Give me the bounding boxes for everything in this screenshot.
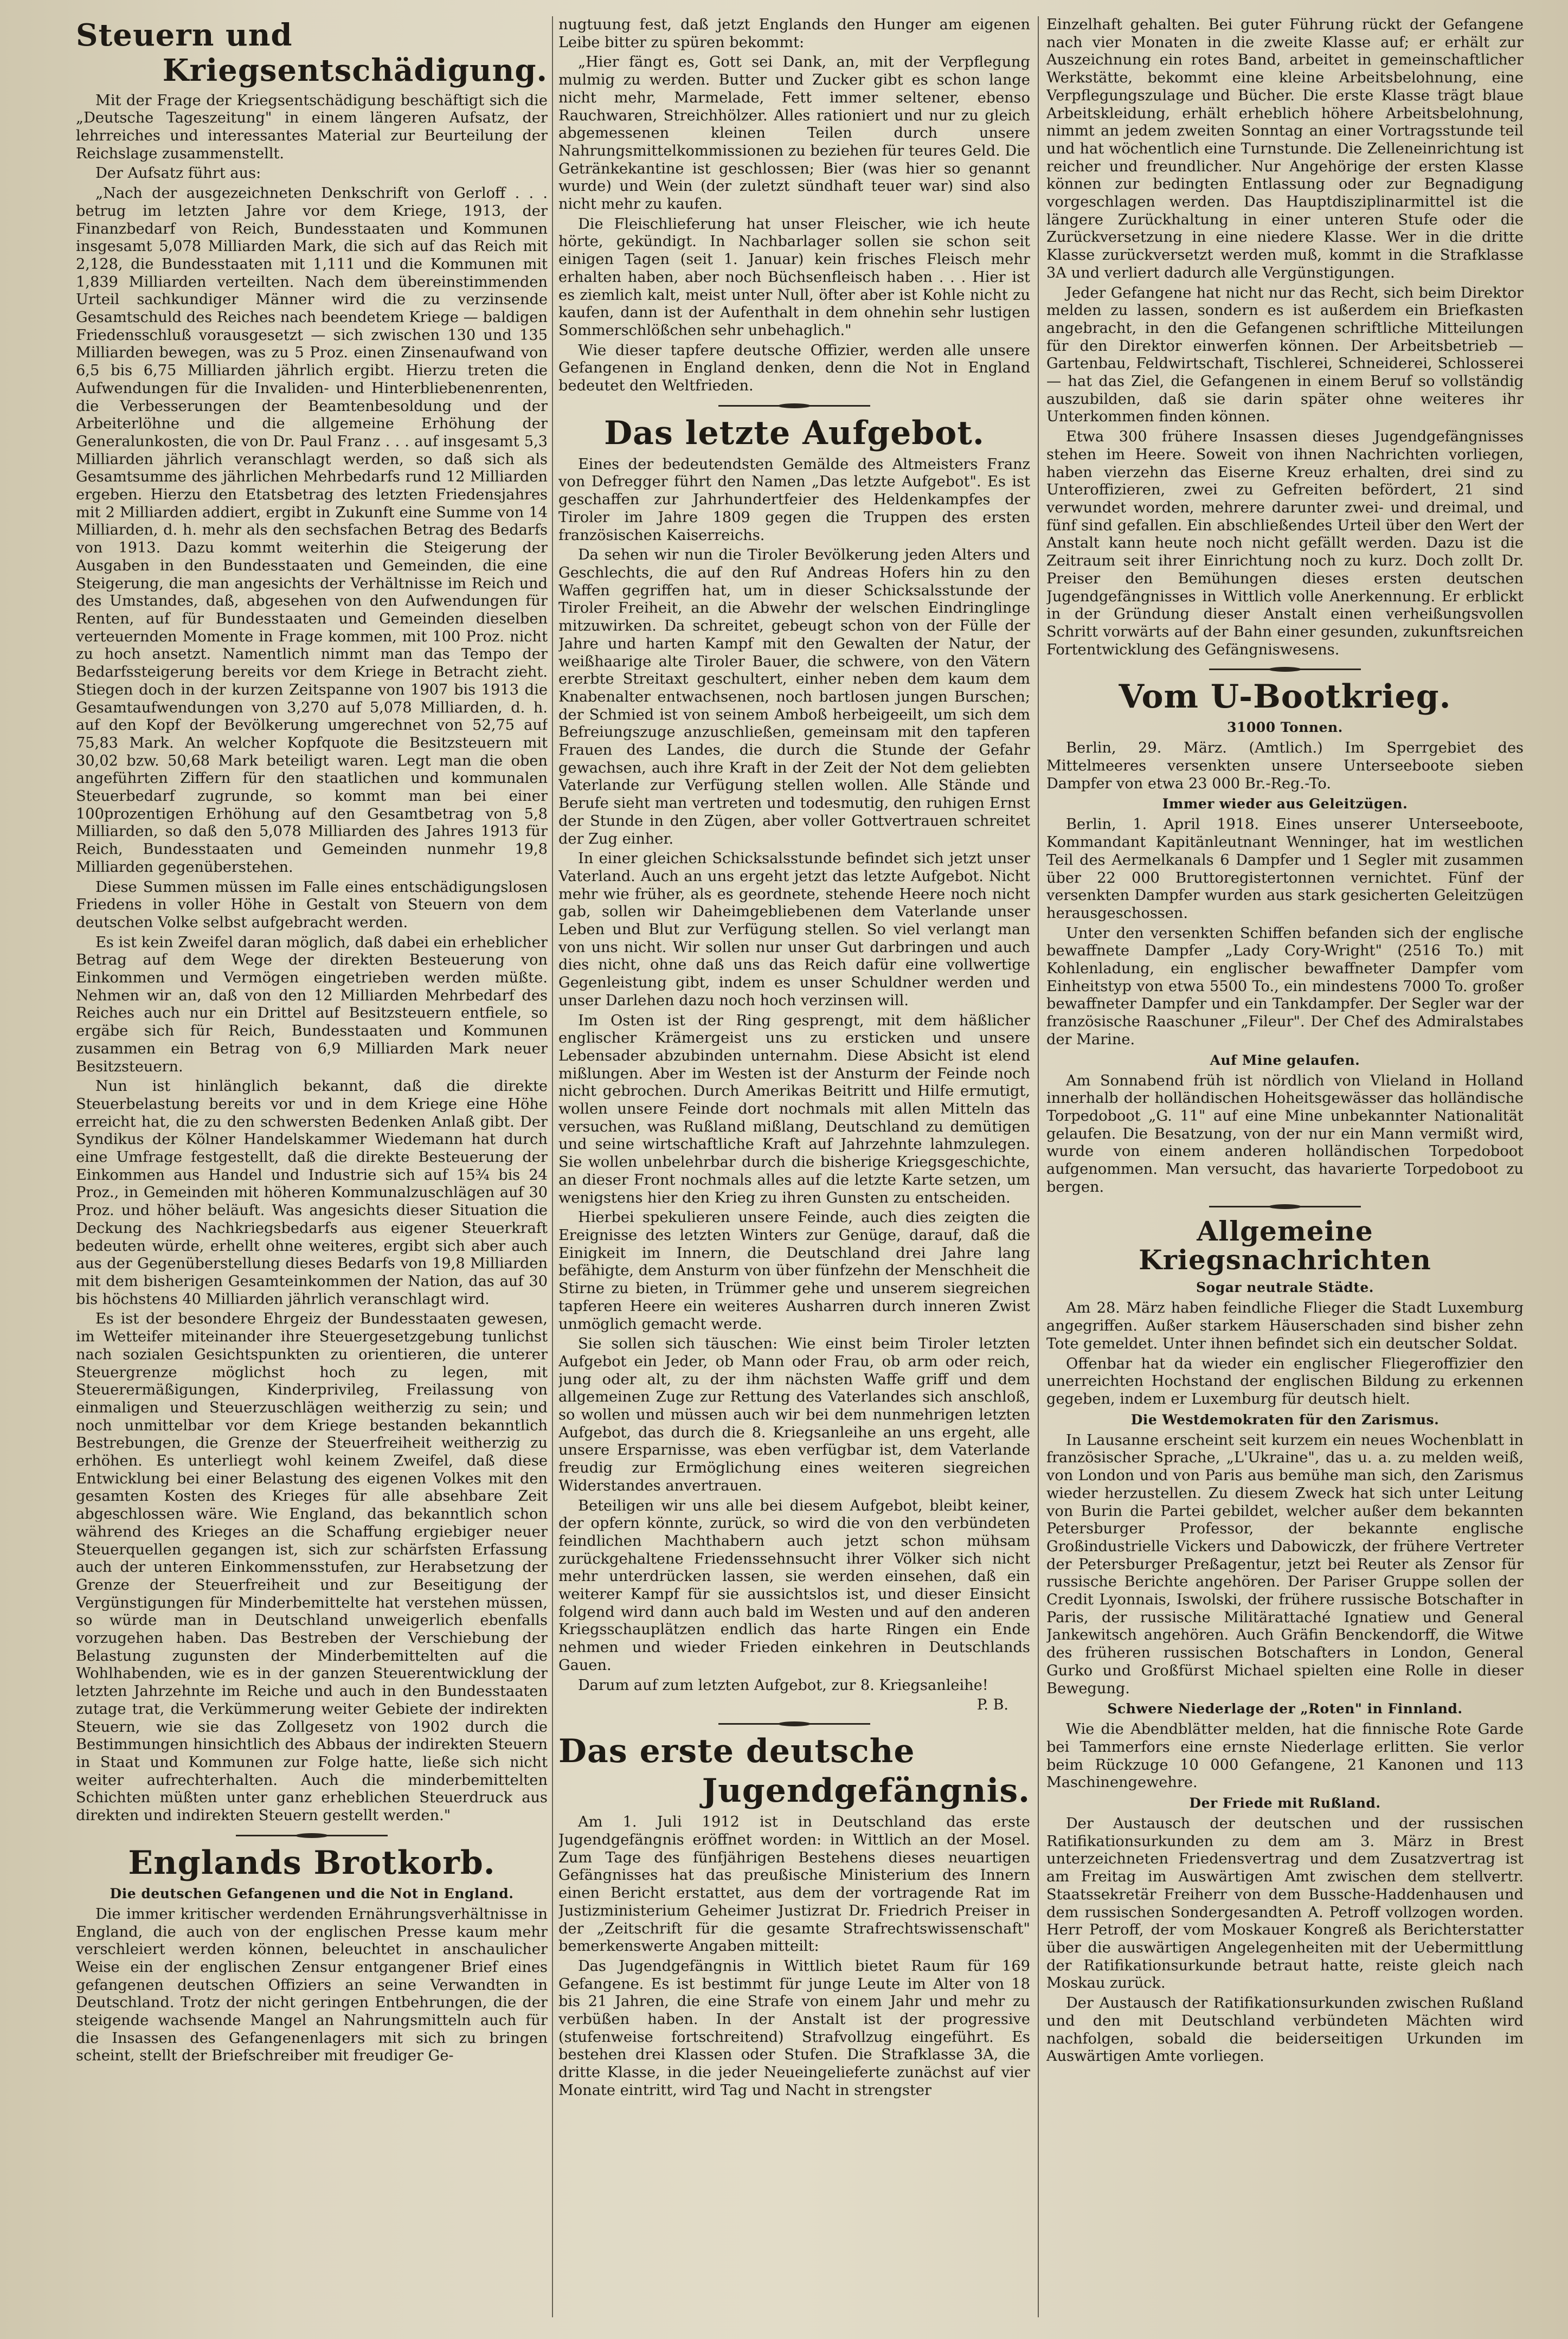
subheadline: 31000 Tonnen. (1227, 719, 1343, 736)
article-paragraph: Einzelhaft gehalten. Bei guter Führung rückt der Gefangene nach vier Monaten in die zweite Klasse auf; er erhält zur Auszeichnung ein rotes Band, arbeitet in gemeinschaftlicher Werkstätte, bekommt eine kleine Arbeitsbelohnung, eine Verpflegungszulage und Bücher. Die erste Klasse trägt blaue Arbeitskleidung, erhält erheblich höhere Arbeitsbelohnung, nimmt an jedem zweiten Sonntag an einer Vortragsstunde teil und hat wöchentlich eine Turnstunde. Die Zelleneinrichtung ist reicher und freundlicher. Nur Angehörige der ersten Klasse können zur bedingten Entlassung oder zur Begnadigung vorgeschlagen werden. Das Hauptdisziplinarmittel ist die längere Zurückhaltung in einer unteren Stufe oder die Zurückversetzung in eine niedere Klasse. Wer in die dritte Klasse zurückversetzt werden muß, kommt in die Strafklasse 3A und verliert dadurch alle Vergünstigungen. (1046, 16, 1524, 281)
article-paragraph: Es ist kein Zweifel daran möglich, daß dabei ein erheblicher Betrag auf dem Wege der direkten Besteuerung von Einkommen und Vermögen eingetrieben werden müßte. Nehmen wir an, daß von den 12 Milliarden Mehrbedarf des Reiches auch nur ein Drittel auf Besitzsteuern entfiele, so ergäbe sich für Reich, Bundesstaaten und Kommunen zusammen ein Betrag von 6,9 Milliarden Mark neuer Besitzsteuern. (76, 934, 548, 1075)
separator-ornament (718, 405, 870, 407)
article-paragraph: Eines der bedeutendsten Gemälde des Altmeisters Franz von Defregger führt den Namen „Das letzte Aufgebot". Es ist geschaffen zur Jahrhundertfeier des Heldenkampfes der Tiroler im Jahre 1809 gegen die Truppen des ersten französischen Kaiserreichs. (558, 455, 1030, 544)
subheadline: Sogar neutrale Städte. (1196, 1280, 1374, 1296)
separator-ornament (1209, 1206, 1361, 1207)
column-rule (1038, 16, 1039, 2317)
headline-jugend-2: Jugendgefängnis. (702, 1772, 1030, 1810)
article-paragraph: Beteiligen wir uns alle bei diesem Aufgebot, bleibt keiner, der opfern könnte, zurück, so wird die von den verbündeten feindlichen Machthabern auch jetzt schon mühsam zurückgehaltene Friedenssehnsucht ihrer Völker sich nicht mehr unterdrücken lassen, sie werden einsehen, daß ein weiterer Kampf für sie aussichtslos ist, und dieser Einsicht folgend wird dann auch bald im Westen und auf den anderen Kriegsschauplätzen endlich das harte Ringen ein Ende nehmen und wieder Frieden einkehren in Deutschlands Gauen. (558, 1497, 1030, 1674)
article-paragraph: Der Austausch der deutschen und der russischen Ratifikationsurkunden zu dem am 3. März in Brest unterzeichneten Friedensvertrag und dem Zusatzvertrag ist am Freitag im Auswärtigen Amt zwischen dem stellvertr. Staatssekretär Freiherr von dem Bussche-Haddenhausen und dem russischen Sondergesandten A. Petroff vollzogen worden. Herr Petroff, der vom Moskauer Kongreß als Berichterstatter über die auswärtigen Angelegenheiten mit der Uebermittlung der Ratifikationsurkunde betraut hatte, reiste gleich nach Moskau zurück. (1046, 1815, 1524, 1992)
article-paragraph: Wie die Abendblätter melden, hat die finnische Rote Garde bei Tammerfors eine ernste Niederlage erlitten. Sie verlor beim Rückzuge 10 000 Gefangene, 21 Kanonen und 113 Maschinengewehre. (1046, 1721, 1524, 1791)
article-paragraph: In Lausanne erscheint seit kurzem ein neues Wochenblatt in französischer Sprache, „L'Ukraine", das u. a. zu melden weiß, von London und von Paris aus bemühe man sich, den Zarismus wieder herzustellen. Zu diesem Zweck hat sich unter Leitung von Burin die Partei gebildet, welcher außer dem bekannten Petersburger Professor, der bekannte englische Großindustrielle Vickers und Dabowiczk, der frühere Vertreter der Petersburger Preßagentur, jetzt bei Reuter als Zensor für russische Berichte angehören. Der Pariser Gruppe sollen der Credit Lyonnais, Iswolski, der frühere russische Botschafter in Paris, der russische Militärattaché Ignatiew und General Jankewitsch angehören. Auch Gräfin Benckendorff, die Witwe des früheren russischen Botschafters in London, General Gurko und Großfürst Michael spielten eine Rolle in dieser Bewegung. (1046, 1431, 1524, 1697)
article-paragraph: Das Jugendgefängnis in Wittlich bietet Raum für 169 Gefangene. Es ist bestimmt für junge Leute im Alter von 18 bis 21 Jahren, die eine Strafe von einem Jahr und mehr zu verbüßen haben. In der Anstalt ist der progressive (stufenweise fortschreitend) Strafvollzug eingeführt. Es bestehen drei Klassen oder Stufen. Die Strafklasse 3A, die dritte Klasse, in die jeder Neueingelieferte zunächst auf vier Monate eintritt, wird Tag und Nacht in strengster (558, 1957, 1030, 2099)
article-paragraph: Da sehen wir nun die Tiroler Bevölkerung jeden Alters und Geschlechts, die auf den Ruf Andreas Hofers hin zu den Waffen gegriffen hat, um in dieser Schicksalsstunde der Tiroler Freiheit, an die Abwehr der welschen Eindringlinge mitzuwirken. Da schreitet, gebeugt schon von der Fülle der Jahre und harten Kampf mit den Gewalten der Natur, der weißhaarige alte Tiroler Bauer, die schwere, von den Vätern ererbte Streitaxt geschultert, einher neben dem kaum dem Knabenalter entwachsenen, noch bartlosen jungen Burschen; der Schmied ist von seinem Amboß herbeigeeilt, um sich dem Befreiungszuge anzuschließen, gemeinsam mit den tapferen Frauen des Landes, die durch die Stunde der Gefahr gewachsen, auch ihre Kraft in der Zeit der Not dem geliebten Vaterlande zur Verfügung stellen wollen. Alle Stände und Berufe sieht man vertreten und todesmutig, den ruhigen Ernst der Stunde in den Zügen, aber voller Gottvertrauen schreitet der Zug einher. (558, 547, 1030, 847)
headline-brotkorb: Englands Brotkorb. (128, 1843, 496, 1882)
article-paragraph: Nun ist hinlänglich bekannt, daß die direkte Steuerbelastung bereits vor und in dem Kriege eine Höhe erreicht hat, die zu den schwersten Bedenken Anlaß gibt. Der Syndikus der Kölner Handelskammer Wiedemann hat durch eine Umfrage festgestellt, daß die direkte Besteuerung der Einkommen aus Handel und Industrie sich auf 15¾ bis 24 Proz., in Gemeinden mit höheren Kommunalzuschlägen auf 30 Proz. und höher beläuft. Was angesichts dieser Situation die Deckung des Nachkriegsbedarfs aus eigener Steuerkraft bedeuten würde, erhellt ohne weiteres, ergibt sich aber auch aus der Gegenüberstellung dieses Bedarfs von 19,8 Milliarden mit dem bisherigen Gesamteinkommen der Nation, das auf 30 bis höchstens 40 Milliarden jährlich veranschlagt wird. (76, 1078, 548, 1308)
article-paragraph: Etwa 300 frühere Insassen dieses Jugendgefängnisses stehen im Heere. Soweit von ihnen Nachrichten vorliegen, haben vierzehn das Eiserne Kreuz erhalten, drei sind zu Unteroffizieren, zwei zu Gefreiten befördert, 21 sind verwundet worden, mehrere darunter zwei- und dreimal, und fünf sind gefallen. Ein abschließendes Urteil über den Wert der Anstalt kann heute noch nicht gefällt werden. Dazu ist die Zeitraum seit ihrer Einrichtung noch zu kurz. Doch zollt Dr. Preiser den Bemühungen dieses ersten deutschen Jugendgefängnisses in Wittlich volle Anerkennung. Er erblickt in der Gründung dieser Anstalt einen verheißungsvollen Schritt vorwärts auf der Bahn einer gesunden, zukunftsreichen Fortentwicklung des Gefängniswesens. (1046, 428, 1524, 658)
headline-jugend-1: Das erste deutsche (558, 1732, 915, 1771)
article-paragraph: Am 1. Juli 1912 ist in Deutschland das erste Jugendgefängnis eröffnet worden: in Wittlich an der Mosel. Zum Tage des fünfjährigen Bestehens dieses neuartigen Gefängnisses hat das preußische Ministerium des Innern einen Bericht erstattet, aus dem der vortragende Rat im Justizministerium Geheimer Justizrat Dr. Friedrich Preiser in der „Zeitschrift für die gesamte Strafrechtswissenschaft" bemerkenswerte Angaben mitteilt: (558, 1814, 1030, 1955)
separator-ornament (1209, 669, 1361, 670)
headline-aufgebot: Das letzte Aufgebot. (604, 414, 985, 452)
separator-ornament (236, 1835, 388, 1836)
column-rule (552, 16, 553, 2317)
article-paragraph: Am 28. März haben feindliche Flieger die Stadt Luxemburg angegriffen. Außer starkem Häuserschaden sind bisher zehn Tote gemeldet. Unter ihnen befindet sich ein deutscher Soldat. (1046, 1300, 1524, 1352)
subheadline: Der Friede mit Rußland. (1189, 1795, 1381, 1811)
column-3 (1046, 16, 1524, 2323)
headline-kriegsnachrichten: Allgemeine Kriegsnachrichten (1139, 1215, 1431, 1276)
article-paragraph: Es ist der besondere Ehrgeiz der Bundesstaaten gewesen, im Wetteifer miteinander ihre Steuergesetzgebung tunlichst nach sozialen Gesichtspunkten zu orientieren, die unterer Steuergrenze möglichst hoch zu legen, mit Steuerermäßigungen, Kinderprivileg, Freilassung von einmaligen und Steuerzuschlägen weitherzig zu sein; und noch unmittelbar vor dem Kriege bestanden bekanntlich Bestrebungen, die Grenze der Steuerfreiheit weitherzig zu erhöhen. Es unterliegt wohl keinem Zweifel, daß diese Entwicklung bei einer Belastung des eigenen Volkes mit den gesamten Kosten des Krieges für alle absehbare Zeit abgeschlossen wäre. Wie England, das bekanntlich schon während des Krieges an die Schaffung ergiebiger neuer Steuerquellen gegangen ist, sich zur schärfsten Erfassung auch der unteren Einkommensstufen, zur Herabsetzung der Grenze der Steuerfreiheit und zur Beseitigung der Vergünstigungen für Minderbemittelte hat verstehen müssen, so würde man in Deutschland unweigerlich ebenfalls vorzugehen haben. Das Bestreben der Verschiebung der Belastung zugunsten der Minderbemittelten auf die Wohlhabenden, wie es in der ganzen Steuerentwicklung der letzten Jahrzehnte im Reiche und auch in den Bundesstaaten zutage trat, die Verkümmerung weiter Gebiete der indirekten Steuern, wie sie das Zollgesetz von 1902 durch die Bestimmungen hinsichtlich des Abbaus der indirekten Steuern in Staat und Kommunen zur Folge hatte, ließe sich nicht weiter aufrechterhalten. Auch die minderbemittelten Schichten müßten unter ganz erheblichen Steuerdruck aus direkten und indirekten Steuern gestellt werden." (76, 1310, 548, 1824)
subheadline: Die Westdemokraten für den Zarismus. (1130, 1411, 1440, 1428)
headline-steuern-2: Kriegsentschädigung. (162, 52, 548, 88)
article-paragraph: Die immer kritischer werdenden Ernährungsverhältnisse in England, die auch von der englischen Presse kaum mehr verschleiert werden können, beleuchtet in anschaulicher Weise ein der englischen Zensur entgangener Brief eines gefangenen deutschen Offiziers an seine Verwandten in Deutschland. Trotz der nicht geringen Entbehrungen, die der steigende wachsende Mangel an Nahrungsmitteln auch für die Insassen des Gefangenenlagers mit sich zu bringen scheint, stellt der Briefschreiber mit freudiger Ge- (76, 1905, 548, 2065)
article-paragraph: Der Austausch der Ratifikationsurkunden zwischen Rußland und den mit Deutschland verbündeten Mächten wird nachfolgen, sobald die beiderseitigen Urkunden im Auswärtigen Amte vorliegen. (1046, 1995, 1524, 2065)
subheadline: Die deutschen Gefangenen und die Not in England. (110, 1885, 514, 1901)
article-paragraph: nugtuung fest, daß jetzt Englands den Hunger am eigenen Leibe bitter zu spüren bekommt: (558, 16, 1030, 51)
article-paragraph: Mit der Frage der Kriegsentschädigung beschäftigt sich die „Deutsche Tageszeitung" in einem längeren Aufsatz, der lehrreiches und interessantes Material zur Beurteilung der Reichslage zusammenstellt. (76, 92, 548, 162)
article-paragraph: Wie dieser tapfere deutsche Offizier, werden alle unsere Gefangenen in England denken, denn die Not in England bedeutet den Weltfrieden. (558, 342, 1030, 395)
subheadline: Auf Mine gelaufen. (1210, 1052, 1360, 1068)
article-paragraph: In einer gleichen Schicksalsstunde befindet sich jetzt unser Vaterland. Auch an uns ergeht jetzt das letzte Aufgebot. Nicht mehr wie früher, als es geordnete, stehende Heere noch nicht gab, sollen wir Daheimgebliebenen dem Vaterlande unser Leben und Blut zur Verfügung stellen. So viel verlangt man von uns nicht. Wir sollen nur unser Gut darbringen und auch dies nicht, ohne daß uns das Reich dafür eine vollwertige Gegenleistung gibt, indem es unser Schuldner werden und unser Darlehen dazu noch hoch verzinsen will. (558, 850, 1030, 1009)
article-paragraph: Die Fleischlieferung hat unser Fleischer, wie ich heute hörte, gekündigt. In Nachbarlager sollen sie schon seit einigen Tagen (seit 1. Januar) kein frisches Fleisch mehr erhalten haben, aber noch Büchsenfleisch haben . . . Hier ist es ziemlich kalt, meist unter Null, öfter aber ist Kohle nicht zu kaufen, dann ist der Aufenthalt in dem ohnehin sehr lustigen Sommerschlößchen sehr unbehaglich." (558, 215, 1030, 339)
column-2 (558, 16, 1030, 2323)
article-paragraph: Am Sonnabend früh ist nördlich von Vlieland in Holland innerhalb der holländischen Hoheitsgewässer das holländische Torpedoboot „G. 11" auf eine Mine unbekannter Nationalität gelaufen. Die Besatzung, von der nur ein Mann vermißt wird, wurde von einem anderen holländischen Torpedoboot aufgenommen. Man versucht, das havarierte Torpedoboot zu bergen. (1046, 1072, 1524, 1196)
article-paragraph: Darum auf zum letzten Aufgebot, zur 8. Kriegsanleihe! (578, 1676, 988, 1694)
subheadline: Schwere Niederlage der „Roten" in Finnland. (1107, 1701, 1463, 1717)
article-paragraph: Berlin, 1. April 1918. Eines unserer Unterseeboote, Kommandant Kapitänleutnant Wenninger, hat im westlichen Teil des Aermelkanals 6 Dampfer und 1 Segler mit zusammen über 22 000 Bruttoregistertonnen vernichtet. Fünf der versenkten Dampfer wurden aus stark gesicherten Geleitzügen herausgeschossen. (1046, 816, 1524, 922)
headline-ubootkrieg: Vom U-Bootkrieg. (1119, 678, 1451, 716)
column-1 (76, 16, 548, 2323)
article-paragraph: Diese Summen müssen im Falle eines entschädigungslosen Friedens in voller Höhe in Gestalt von Steuern von dem deutschen Volke selbst aufgebracht werden. (76, 878, 548, 931)
author-initials: P. B. (976, 1697, 1008, 1714)
subheadline: Immer wieder aus Geleitzügen. (1162, 796, 1408, 812)
article-paragraph: Hierbei spekulieren unsere Feinde, auch dies zeigten die Ereignisse des letzten Winters zur Genüge, darauf, daß die Einigkeit im Innern, die Deutschland drei Jahre lang befähigte, dem Ansturm von über fünfzehn der Menschheit die Stirne zu bieten, in Trümmer gehe und unserem siegreichen tapferen Heere ein weiteres Ausharren durch inneren Zwist unmöglich gemacht werde. (558, 1209, 1030, 1333)
article-paragraph: Offenbar hat da wieder ein englischer Fliegeroffizier den unerreichten Hochstand der englischen Bildung zu erkennen gegeben, indem er Luxemburg für deutsch hielt. (1046, 1355, 1524, 1408)
article-paragraph: Der Aufsatz führt aus: (95, 165, 261, 182)
article-paragraph: Jeder Gefangene hat nicht nur das Recht, sich beim Direktor melden zu lassen, sondern es ist außerdem ein Briefkasten angebracht, in den die Gefangenen schriftliche Mitteilungen für den Direktor einwerfen können. Der Arbeitsbetrieb — Gartenbau, Feldwirtschaft, Tischlerei, Schneiderei, Schlosserei — hat das Ziel, die Gefangenen in einem Beruf so vollständig auszubilden, daß sie darin später ohne weiteres ihr Unterkommen finden können. (1046, 284, 1524, 426)
article-paragraph: „Hier fängt es, Gott sei Dank, an, mit der Verpflegung mulmig zu werden. Butter und Zucker gibt es schon lange nicht mehr, Marmelade, Fett immer seltener, ebenso Rauchwaren, Streichhölzer. Alles rationiert und nur zu gleich abgemessenen kleinen Teilen durch unsere Nahrungsmittelkommissionen zu beziehen für teures Geld. Die Getränkekantine ist geschlossen; Bier (was hier so genannt wurde) und Wein (der zuletzt sündhaft teuer war) sind also nicht mehr zu kaufen. (558, 54, 1030, 213)
article-paragraph: Sie sollen sich täuschen: Wie einst beim Tiroler letzten Aufgebot ein Jeder, ob Mann oder Frau, ob arm oder reich, jung oder alt, zu der ihm nächsten Waffe griff und dem allgemeinen Zuge zur Rettung des Vaterlandes sich anschloß, so wollen und müssen auch wir bei dem nunmehrigen letzten Aufgebot, das durch die 8. Kriegsanleihe an uns ergeht, alle unsere Ersparnisse, was eben verfügbar ist, dem Vaterlande freudig zur Ermöglichung eines weiteren siegreichen Widerstandes anvertrauen. (558, 1335, 1030, 1494)
article-paragraph: Berlin, 29. März. (Amtlich.) Im Sperrgebiet des Mittelmeeres versenkten unsere Unterseeboote sieben Dampfer von etwa 23 000 Br.-Reg.-To. (1046, 740, 1524, 792)
article-paragraph: „Nach der ausgezeichneten Denkschrift von Gerloff . . . betrug im letzten Jahre vor dem Kriege, 1913, der Finanzbedarf von Reich, Bundesstaaten und Kommunen insgesamt 5,078 Milliarden Mark, die sich auf das Reich mit 2,128, die Bundesstaaten mit 1,111 und die Kommunen mit 1,839 Milliarden verteilten. Nach dem übereinstimmenden Urteil sachkundiger Männer wird die zu verzinsende Gesamtschuld des Reiches nach beendetem Kriege — baldigen Friedensschluß vorausgesetzt — sich zwischen 130 und 135 Milliarden bewegen, was zu 5 Proz. einen Zinsenaufwand von 6,5 bis 6,75 Milliarden jährlich ergibt. Hierzu treten die Aufwendungen für die Invaliden- und Hinterbliebenenrenten, die Verbesserungen der Beamtenbesoldung und der Arbeiterlöhne und die allgemeine Erhöhung der Generalunkosten, die von Dr. Paul Franz . . . auf insgesamt 5,3 Milliarden jährlich veranschlagt werden, so daß sich als Gesamtsumme des jährlichen Mehrbedarfs rund 12 Milliarden ergeben. Hierzu den Etatsbetrag des letzten Friedensjahres mit 2 Milliarden addiert, ergibt in Zukunft eine Summe von 14 Milliarden, d. h. mehr als den sechsfachen Betrag des Bedarfs von 1913. Dazu kommt weiterhin die Steigerung der Ausgaben in den Bundesstaaten und Gemeinden, die eine Steigerung, die man angesichts der Verhältnisse im Reich und des Umstandes, daß, abgesehen von den Aufwendungen für Renten, auf für Bundesstaaten und Gemeinden dieselben verteuernden Momente in Frage kommen, mit 100 Proz. nicht zu hoch ansetzt. Namentlich nimmt man das Tempo der Bedarfssteigerung bereits vor dem Kriege in Betracht zieht. Stiegen doch in der kurzen Zeitspanne von 1907 bis 1913 die Gesamtaufwendungen von 3,270 auf 5,078 Milliarden, d. h. auf den Kopf der Bevölkerung umgerechnet von 52,75 auf 75,83 Mark. An welcher Kopfquote die Besitzsteuern mit 30,02 bzw. 50,68 Mark beteiligt waren. Legt man die oben angeführten Ziffern für den staatlichen und kommunalen Steuerbedarf zugrunde, so kommt man bei einer 100prozentigen Erhöhung auf den Gesamtbetrag von 5,8 Milliarden, so daß den 5,078 Milliarden des Jahres 1913 für Reich, Bundesstaaten und Gemeinden nunmehr 19,8 Milliarden gegenüberstehen. (76, 185, 548, 876)
article-paragraph: Unter den versenkten Schiffen befanden sich der englische bewaffnete Dampfer „Lady Cory-Wright" (2516 To.) mit Kohlenladung, ein englischer bewaffneter Dampfer vom Einheitstyp von etwa 5500 To., ein mindestens 7000 To. großer bewaffneter Dampfer und ein Tankdampfer. Der Segler war der französische Raaschuner „Fileur". Der Chef des Admiralstabes der Marine. (1046, 924, 1524, 1048)
headline-steuern-1: Steuern und (76, 17, 293, 53)
article-paragraph: Im Osten ist der Ring gesprengt, mit dem häßlicher englischer Krämergeist uns zu ersticken und unsere Lebensader abzubinden unternahm. Diese Absicht ist elend mißlungen. Aber im Westen ist der Ansturm der Feinde noch nicht gebrochen. Durch Amerikas Beitritt und Hilfe ermutigt, wollen unsere Feinde dort nochmals mit allen Mitteln das versuchen, was Rußland mißlang, Deutschland zu demütigen und seine wirtschaftliche Kraft auf Jahrzehnte lahmzulegen. Sie wollen unbelehrbar durch die bisherige Kriegsgeschichte, an dieser Front nochmals alles auf die letzte Karte setzen, um wenigstens hier den Krieg zu ihren Gunsten zu entscheiden. (558, 1012, 1030, 1206)
separator-ornament (718, 1723, 870, 1725)
